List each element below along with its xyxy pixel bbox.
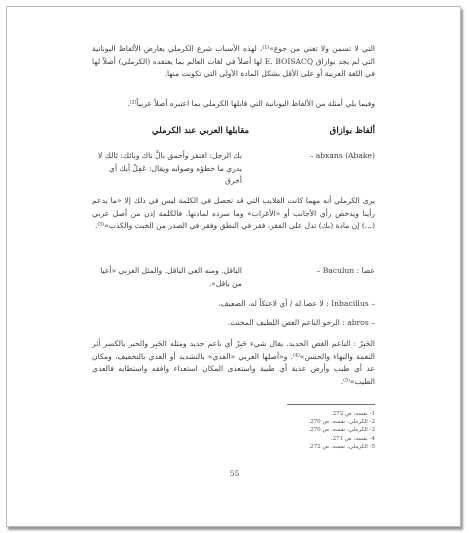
entry-definition: الباقل. ومنه العي الباقل. والمثل العربي «أعيا من باقل». bbox=[100, 266, 242, 288]
footnote: 5- الكرملي، نفسه، ص 272. bbox=[308, 443, 375, 450]
intro-paragraph bbox=[92, 43, 375, 81]
entry-inbacillus bbox=[92, 298, 375, 311]
page-number: 55 bbox=[229, 469, 240, 478]
entry-abros bbox=[92, 317, 375, 330]
lead-paragraph bbox=[92, 98, 375, 111]
commentary-paragraph-1 bbox=[92, 195, 375, 233]
entry-definition: بك الرجل: افتقر وأحمق بالَّ تاك وبائك: ئالك لا يدري ما خطؤه وصوابه ويقال: عَفِلْ أيك أي أخرق bbox=[98, 151, 242, 186]
header-arabic-equivalent: مقابلها العربي عند الكرملي bbox=[152, 126, 250, 136]
footnote: 3- الكرملي، نفسه، ص 270. bbox=[308, 427, 375, 434]
footnote: 4- نفسه، ص 271. bbox=[330, 435, 375, 442]
commentary-paragraph-2 bbox=[92, 338, 375, 388]
lead-paragraph-text: وفيما يلي أمثلة من الألفاظ اليونانية التي قابلها الكرملي بما اعتبره أصلاً عربياً⁽²⁾. bbox=[127, 99, 375, 108]
intro-paragraph-text: التي لا تسمن ولا تغني من جوع»⁽¹⁾، لهذه الأسباب شرع الكرملي يعارض الألفاظ اليونانية التي لم يجد بوازاق E. BOISACQ لها أصلاً في لغات العالم بما يعتقده (الكرملي) أصلاً لها في اللغة العربية أو على الأقل بشكل المادة الأولى التي تكونت منها. bbox=[92, 44, 375, 79]
footnote: 2- الكرملي، نفسه، ص 270. bbox=[308, 419, 375, 426]
commentary-text: يرى الكرملي أنه مهما كانت القلايب التي قد تحصل في الكلمة ليس في ذلك إلا «ما يدعم رأينا ويدحض رأي الأجانب أو «الأغراب» وما سرده لمادتها. فالكلمة إذن من أصل عربي (...) إن مادة (بك) تدل على الفقر، فقر في النطق وفقر في الصدر من الخبث والكذب»⁽³⁾. bbox=[92, 196, 375, 231]
commentary-text: الحَبِرُ : الناعم الغض الجديد. يقال شيء حَبِرٌ أي ناعم جديد ومثله الحَبِر والحبر بالكسر أثر النعمة والبهاء والحسن»⁽⁴⁾. و«أصلها العربي «العذي» بالتشديد أو العذي بالتخفيف، ومكان عذ أي طيب وأرض عذية أي طيبة واستعذى المكان استعذاء وافقه واستطابه فالعذي الطيب»⁽⁵⁾. bbox=[92, 339, 375, 386]
entry-term: – abxans (Abake) bbox=[309, 151, 375, 160]
table-header bbox=[92, 126, 375, 140]
entry-baculun bbox=[92, 265, 375, 291]
footnote: 1- نفسه، ص 272. bbox=[330, 411, 375, 417]
footnote-divider bbox=[287, 404, 375, 405]
entry-line: – Inbacillus : لا عصا له / أي لاعتكاً له، الضعيف. bbox=[218, 299, 375, 308]
header-boisacq-words: ألفاظ بوازاق bbox=[329, 126, 375, 136]
entry-term: – Baculun : عصا bbox=[316, 266, 375, 275]
entry-abake bbox=[92, 150, 375, 190]
footnotes bbox=[260, 410, 375, 451]
entry-line: – abros : الرخو الناعم الغض اللطيف المخنث. bbox=[227, 318, 375, 327]
